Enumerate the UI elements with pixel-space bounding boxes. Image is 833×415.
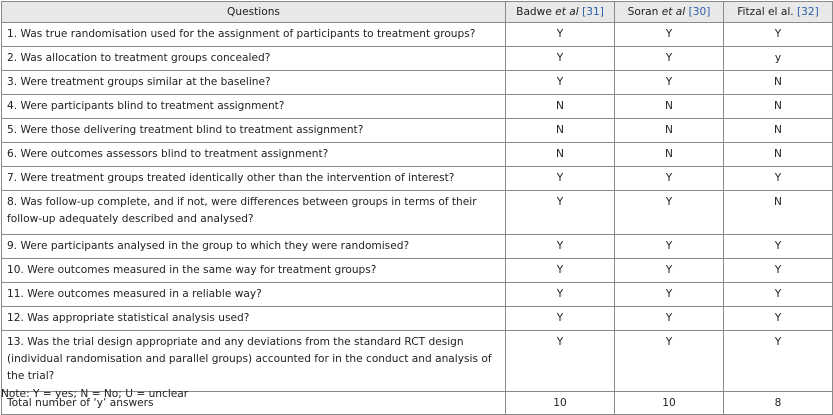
table-row	[2, 167, 833, 191]
question-cell: 11. Were outcomes measured in a reliable way?	[2, 283, 506, 307]
soran-answer: N	[615, 119, 724, 143]
fitzal-answer: Y	[724, 167, 833, 191]
table-row	[2, 23, 833, 47]
fitzal-answer: Y	[724, 331, 833, 392]
question-cell: 3. Were treatment groups similar at the baseline?	[2, 71, 506, 95]
badwe-answer: Y	[506, 283, 615, 307]
badwe-answer: Y	[506, 307, 615, 331]
soran-answer: Y	[615, 47, 724, 71]
table-row	[2, 143, 833, 167]
question-cell: 7. Were treatment groups treated identically other than the intervention of interest?	[2, 167, 506, 191]
soran-answer: Y	[615, 23, 724, 47]
ref-31-link[interactable]: [31]	[582, 6, 604, 18]
fitzal-answer: Y	[724, 259, 833, 283]
table-row	[2, 191, 833, 235]
fitzal-answer: y	[724, 47, 833, 71]
fitzal-answer: N	[724, 143, 833, 167]
question-cell: 1. Was true randomisation used for the assignment of participants to treatment groups?	[2, 23, 506, 47]
badwe-answer: Y	[506, 331, 615, 392]
table-row	[2, 307, 833, 331]
fitzal-total: 8	[724, 392, 833, 415]
header-soran	[615, 2, 724, 23]
badwe-answer: Y	[506, 23, 615, 47]
badwe-answer: N	[506, 143, 615, 167]
header-soran-name: Soran	[627, 6, 662, 18]
table-row	[2, 331, 833, 392]
header-badwe-etal: et al	[555, 6, 579, 18]
badwe-answer: Y	[506, 259, 615, 283]
table-row	[2, 71, 833, 95]
header-row	[2, 2, 833, 23]
header-soran-etal: et al	[661, 6, 686, 18]
question-cell: 6. Were outcomes assessors blind to treatment assignment?	[2, 143, 506, 167]
total-label: Total number of ‘y’ answers	[2, 392, 506, 415]
fitzal-answer: Y	[724, 23, 833, 47]
question-cell: 8. Was follow-up complete, and if not, were differences between groups in terms of their follow-up adequately described and analysed?	[2, 191, 506, 235]
soran-answer: Y	[615, 283, 724, 307]
table-row	[2, 259, 833, 283]
table-row	[2, 235, 833, 259]
header-questions: Questions	[2, 2, 506, 23]
badwe-answer: Y	[506, 47, 615, 71]
soran-answer: Y	[615, 235, 724, 259]
question-cell: 13. Was the trial design appropriate and any deviations from the standard RCT design (individual randomisation and parallel groups) accounted for in the conduct and analysis of the trial?	[2, 331, 506, 392]
soran-answer: Y	[615, 331, 724, 392]
soran-answer: Y	[615, 167, 724, 191]
header-badwe	[506, 2, 615, 23]
badwe-answer: Y	[506, 71, 615, 95]
fitzal-answer: N	[724, 95, 833, 119]
fitzal-answer: Y	[724, 235, 833, 259]
soran-answer: N	[615, 143, 724, 167]
question-cell: 10. Were outcomes measured in the same way for treatment groups?	[2, 259, 506, 283]
fitzal-answer: N	[724, 119, 833, 143]
fitzal-answer: N	[724, 71, 833, 95]
table-note: Note: Y = yes; N = No; U = unclear	[1, 388, 189, 400]
ref-30-link[interactable]: [30]	[688, 6, 711, 18]
ref-32-link[interactable]: [32]	[797, 6, 819, 18]
table-row	[2, 47, 833, 71]
header-fitzal	[724, 2, 833, 23]
table-row	[2, 283, 833, 307]
badwe-answer: Y	[506, 191, 615, 235]
fitzal-answer: Y	[724, 307, 833, 331]
soran-answer: N	[615, 95, 724, 119]
header-fitzal-name: Fitzal el al.	[737, 6, 798, 18]
fitzal-answer: Y	[724, 283, 833, 307]
fitzal-answer: N	[724, 191, 833, 235]
soran-answer: Y	[615, 307, 724, 331]
badwe-total: 10	[506, 392, 615, 415]
question-cell: 12. Was appropriate statistical analysis used?	[2, 307, 506, 331]
soran-answer: Y	[615, 191, 724, 235]
soran-answer: Y	[615, 259, 724, 283]
badwe-answer: N	[506, 95, 615, 119]
question-cell: 5. Were those delivering treatment blind to treatment assignment?	[2, 119, 506, 143]
quality-assessment-table	[1, 1, 833, 415]
badwe-answer: Y	[506, 235, 615, 259]
soran-answer: Y	[615, 71, 724, 95]
question-cell: 2. Was allocation to treatment groups concealed?	[2, 47, 506, 71]
header-badwe-name: Badwe	[516, 6, 556, 18]
badwe-answer: N	[506, 119, 615, 143]
page	[0, 1, 833, 409]
question-cell: 4. Were participants blind to treatment assignment?	[2, 95, 506, 119]
table-row	[2, 95, 833, 119]
question-cell: 9. Were participants analysed in the group to which they were randomised?	[2, 235, 506, 259]
table-row	[2, 119, 833, 143]
badwe-answer: Y	[506, 167, 615, 191]
soran-total: 10	[615, 392, 724, 415]
